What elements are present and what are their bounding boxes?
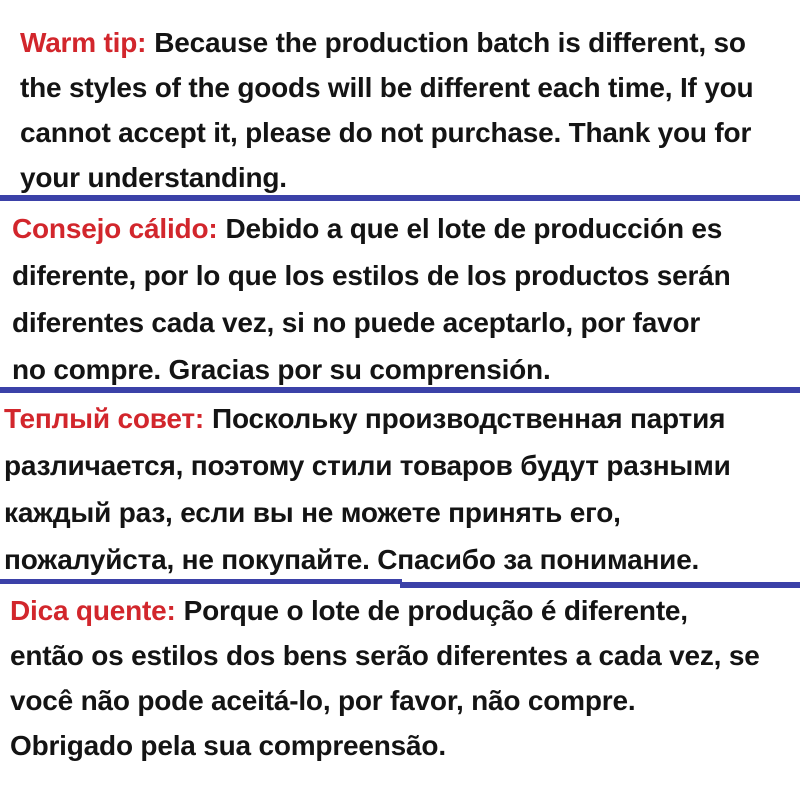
tip-line bbox=[12, 205, 800, 252]
tip-line: no compre. Gracias por su comprensión. bbox=[12, 354, 551, 385]
tip-line: diferente, por lo que los estilos de los productos serán bbox=[12, 260, 731, 291]
tip-line bbox=[10, 588, 800, 633]
tip-line: каждый раз, если вы не можете принять его, bbox=[4, 497, 621, 528]
tip-line: cannot accept it, please do not purchase. Thank you for bbox=[20, 117, 752, 148]
tip-section-spanish bbox=[0, 205, 800, 393]
tip-text: Поскольку производственная партия bbox=[212, 403, 726, 434]
section-divider bbox=[0, 195, 800, 201]
tip-text: Porque o lote de produção é diferente, bbox=[183, 595, 688, 626]
tip-label-english: Warm tip: bbox=[20, 27, 147, 58]
tip-text: Debido a que el lote de producción es bbox=[225, 213, 723, 244]
tip-section-portuguese bbox=[0, 588, 800, 768]
tip-line: пожалуйста, не покупайте. Спасибо за понимание. bbox=[4, 544, 700, 575]
section-divider bbox=[0, 387, 800, 393]
tip-line: então os estilos dos bens serão diferentes a cada vez, se bbox=[10, 640, 760, 671]
tip-line: your understanding. bbox=[20, 162, 287, 193]
tip-section-russian bbox=[0, 395, 800, 583]
tip-line: the styles of the goods will be different each time, If you bbox=[20, 72, 754, 103]
tip-label-russian: Теплый совет: bbox=[4, 403, 205, 434]
tip-label-spanish: Consejo cálido: bbox=[12, 213, 218, 244]
tip-text: Because the production batch is different, so bbox=[154, 27, 746, 58]
tip-line bbox=[4, 395, 800, 442]
tip-line: различается, поэтому стили товаров будут разными bbox=[4, 450, 731, 481]
tip-line bbox=[20, 20, 800, 65]
section-divider-left-segment bbox=[0, 579, 402, 584]
tip-line: diferentes cada vez, si no puede aceptarlo, por favor bbox=[12, 307, 701, 338]
tip-section-english bbox=[0, 20, 800, 200]
tip-label-portuguese: Dica quente: bbox=[10, 595, 176, 626]
tip-line: você não pode aceitá-lo, por favor, não compre. bbox=[10, 685, 636, 716]
tip-line: Obrigado pela sua compreensão. bbox=[10, 730, 446, 761]
